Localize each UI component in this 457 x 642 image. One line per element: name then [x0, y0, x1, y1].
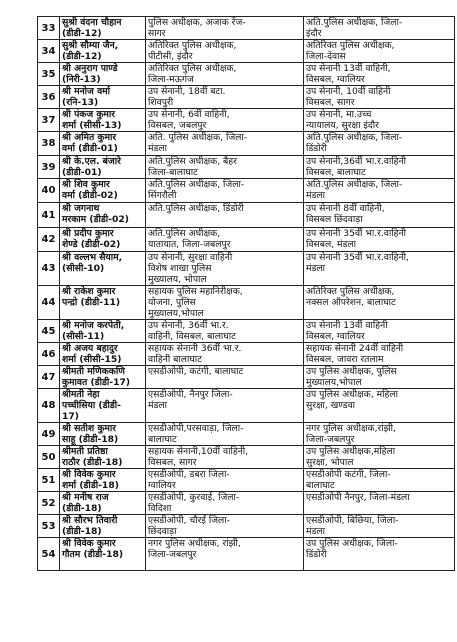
current-posting-cell: अति. पुलिस अधीक्षक, जिला- मंडला [146, 132, 304, 156]
serial-number-cell: 39 [38, 156, 60, 179]
new-posting-cell: एसडीओपी, बिछिया, जिला- मंडला [304, 515, 455, 538]
table-row [38, 320, 455, 343]
new-posting-cell: उप सेनानी, 10वीं वाहिनी विसबल, सागर [304, 86, 455, 109]
serial-number-cell: 49 [38, 423, 60, 446]
officer-name-cell: श्री अमित कुमार वर्मा (डीडी-01) [60, 132, 146, 156]
table-row [38, 343, 455, 366]
new-posting-cell: नगर पुलिस अधीक्षक,रांझी, जिला-जबलपुर [304, 423, 455, 446]
serial-number-cell: 44 [38, 286, 60, 320]
officer-name-cell: श्री अनुराग पाण्डे (निरी-13) [60, 63, 146, 86]
table-row [38, 203, 455, 228]
table-row [38, 86, 455, 109]
officer-name-cell: श्री के.एल. बंजारे (डीडी-01) [60, 156, 146, 179]
current-posting-cell: एसडीओपी,परसवाड़ा, जिला- बालाघाट [146, 423, 304, 446]
officer-name-cell: श्री मनीष राज (डीडी-18) [60, 492, 146, 515]
officer-name-cell: श्री सतीश कुमार साहू (डीडी-18) [60, 423, 146, 446]
serial-number-cell: 40 [38, 179, 60, 203]
serial-number-cell: 51 [38, 469, 60, 492]
new-posting-cell: उप सेनानी 13वीं वाहिनी विसबल, ग्वालियर [304, 320, 455, 343]
current-posting-cell: सहायक पुलिस महानिरीक्षक, योजना, पुलिस मुख्यालय,भोपाल [146, 286, 304, 320]
table-row [38, 515, 455, 538]
serial-number-cell: 50 [38, 446, 60, 469]
officer-name-cell: श्री प्रदीप कुमार शेण्डे (डीडी-02) [60, 228, 146, 252]
current-posting-cell: एसडीओपी, चौरई जिला- छिंदवाड़ा [146, 515, 304, 538]
transfer-table-body [38, 17, 455, 571]
new-posting-cell: अति.पुलिस अधीक्षक, जिला- डिंडोरी [304, 132, 455, 156]
current-posting-cell: सहायक सेनानी,10वीं वाहिनी, विसबल, सागर [146, 446, 304, 469]
new-posting-cell: सहायक सेनानी 24वीं वाहिनी विसबल, जावरा रतलाम [304, 343, 455, 366]
serial-number-cell: 34 [38, 40, 60, 63]
table-row [38, 252, 455, 286]
table-row [38, 538, 455, 571]
current-posting-cell: अतिरिक्त पुलिस अधीक्षक, पीटीसी, इंदौर [146, 40, 304, 63]
new-posting-cell: उप सेनानी 35वीं भा.र.वाहिनी विसबल, मंडला [304, 228, 455, 252]
new-posting-cell: उप पुलिस अधीक्षक, पुलिस मुख्यालय,भोपाल [304, 366, 455, 389]
officer-name-cell: श्री पंकज कुमार शर्मा (सीसी-13) [60, 109, 146, 132]
table-row [38, 446, 455, 469]
current-posting-cell: अति.पुलिस अधीक्षक, यातायात, जिला-जबलपुर [146, 228, 304, 252]
table-row [38, 366, 455, 389]
officer-name-cell: श्री विवेक कुमार गौतम (डीडी-18) [60, 538, 146, 571]
table-row [38, 109, 455, 132]
serial-number-cell: 38 [38, 132, 60, 156]
new-posting-cell: अति.पुलिस अधीक्षक, जिला- इंदौर [304, 17, 455, 40]
officer-name-cell: श्री जगनाथ मरकाम (डीडी-02) [60, 203, 146, 228]
serial-number-cell: 45 [38, 320, 60, 343]
current-posting-cell: उप सेनानी, सुरक्षा वाहिनी विशेष शाखा पुलिस मुख्यालय, भोपाल [146, 252, 304, 286]
table-row [38, 17, 455, 40]
serial-number-cell: 37 [38, 109, 60, 132]
current-posting-cell: नगर पुलिस अधीक्षक, रांझी, जिला-जबलपुर [146, 538, 304, 571]
current-posting-cell: उप सेनानी, 18वीं बटा. शिवपुरी [146, 86, 304, 109]
officer-name-cell: श्री मनोज करपेती, (सीसी-11) [60, 320, 146, 343]
serial-number-cell: 36 [38, 86, 60, 109]
table-row [38, 492, 455, 515]
officer-name-cell: सुश्री वंदना चौहान (डीडी-12) [60, 17, 146, 40]
serial-number-cell: 46 [38, 343, 60, 366]
current-posting-cell: पुलिस अधीक्षक, अजाक रेंज- सागर [146, 17, 304, 40]
current-posting-cell: अति.पुलिस अधीक्षक, बैहर जिला-बालाघाट [146, 156, 304, 179]
current-posting-cell: एसडीओपी, कुरवाई, जिला- विदिशा [146, 492, 304, 515]
officer-name-cell: श्री राकेश कुमार पन्द्रो (डीडी-11) [60, 286, 146, 320]
table-row [38, 228, 455, 252]
new-posting-cell: उप सेनानी 13वीं वाहिनी, विसबल, ग्वालियर [304, 63, 455, 86]
table-row [38, 40, 455, 63]
current-posting-cell: एसडीओपी, डबरा जिला- ग्वालियर [146, 469, 304, 492]
new-posting-cell: उप सेनानी,36वीं भा.र.वाहिनी विसबल, बालाघाट [304, 156, 455, 179]
current-posting-cell: सहायक सेनानी 36वीं भा.र. वाहिनी बालाघाट [146, 343, 304, 366]
current-posting-cell: उप सेनानी, 6वीं वाहिनी, विसबल, जबलपुर [146, 109, 304, 132]
new-posting-cell: अति.पुलिस अधीक्षक, जिला- मंडला [304, 179, 455, 203]
table-row [38, 132, 455, 156]
new-posting-cell: उप सेनानी 8वीं वाहिनी, विसबल छिंदवाड़ा [304, 203, 455, 228]
new-posting-cell: उप सेनानी 35वीं भा.र.वाहिनी, मंडला [304, 252, 455, 286]
officer-name-cell: श्री मनोज वर्मा (रनि-13) [60, 86, 146, 109]
table-row [38, 179, 455, 203]
officer-name-cell: श्री अजय बहादुर शर्मा (सीसी-15) [60, 343, 146, 366]
serial-number-cell: 47 [38, 366, 60, 389]
officer-name-cell: श्रीमती मणिककणि कुमावत (डीडी-17) [60, 366, 146, 389]
new-posting-cell: उप पुलिस अधीक्षक, जिला- डिंडोरी [304, 538, 455, 571]
table-row [38, 156, 455, 179]
table-row [38, 63, 455, 86]
current-posting-cell: एसडीओपी, कटंगी, बालाघाट [146, 366, 304, 389]
serial-number-cell: 54 [38, 538, 60, 571]
new-posting-cell: एसडीओपी नैनपुर, जिला-मंडला [304, 492, 455, 515]
current-posting-cell: अति.पुलिस अधीक्षक, डिंडोरी [146, 203, 304, 228]
table-row [38, 423, 455, 446]
new-posting-cell: उप पुलिस अधीक्षक, महिला सुरक्षा, खण्डवा [304, 389, 455, 423]
current-posting-cell: एसडीओपी, नैनपुर जिला- मंडला [146, 389, 304, 423]
serial-number-cell: 43 [38, 252, 60, 286]
officer-name-cell: सुश्री सौम्या जैन, (डीडी-12) [60, 40, 146, 63]
officer-name-cell: श्रीमती प्रतिष्ठा राठौर (डीडी-18) [60, 446, 146, 469]
serial-number-cell: 41 [38, 203, 60, 228]
table-row [38, 389, 455, 423]
officer-name-cell: श्री शिव कुमार वर्मा (डीडी-02) [60, 179, 146, 203]
current-posting-cell: उप सेनानी, 36वीं भा.र. वाहिनी, विसबल, बालाघाट [146, 320, 304, 343]
new-posting-cell: अतिरिक्त पुलिस अधीक्षक, जिला-देवास [304, 40, 455, 63]
transfer-table [37, 16, 455, 571]
table-row [38, 286, 455, 320]
current-posting-cell: अति.पुलिस अधीक्षक, जिला- सिंगरौली [146, 179, 304, 203]
new-posting-cell: उप सेनानी, मा.उच्च न्यायालय, सुरक्षा इंदौर [304, 109, 455, 132]
serial-number-cell: 35 [38, 63, 60, 86]
current-posting-cell: अतिरिक्त पुलिस अधीक्षक, जिला-मऊगंज [146, 63, 304, 86]
table-row [38, 469, 455, 492]
serial-number-cell: 53 [38, 515, 60, 538]
serial-number-cell: 33 [38, 17, 60, 40]
serial-number-cell: 42 [38, 228, 60, 252]
new-posting-cell: उप पुलिस अधीक्षक,महिला सुरक्षा, भोपाल [304, 446, 455, 469]
new-posting-cell: अतिरिक्त पुलिस अधीक्षक, नक्सल ऑपरेशन, बालाघाट [304, 286, 455, 320]
serial-number-cell: 52 [38, 492, 60, 515]
officer-name-cell: श्रीमती नेहा पच्चीसिया (डीडी- 17) [60, 389, 146, 423]
serial-number-cell: 48 [38, 389, 60, 423]
officer-name-cell: श्री सौरभ तिवारी (डीडी-18) [60, 515, 146, 538]
officer-name-cell: श्री वल्लभ सैयाम, (सीसी-10) [60, 252, 146, 286]
new-posting-cell: एसडीओपी कटंगी, जिला- बालाघाट [304, 469, 455, 492]
officer-name-cell: श्री विवेक कुमार शर्मा (डीडी-18) [60, 469, 146, 492]
